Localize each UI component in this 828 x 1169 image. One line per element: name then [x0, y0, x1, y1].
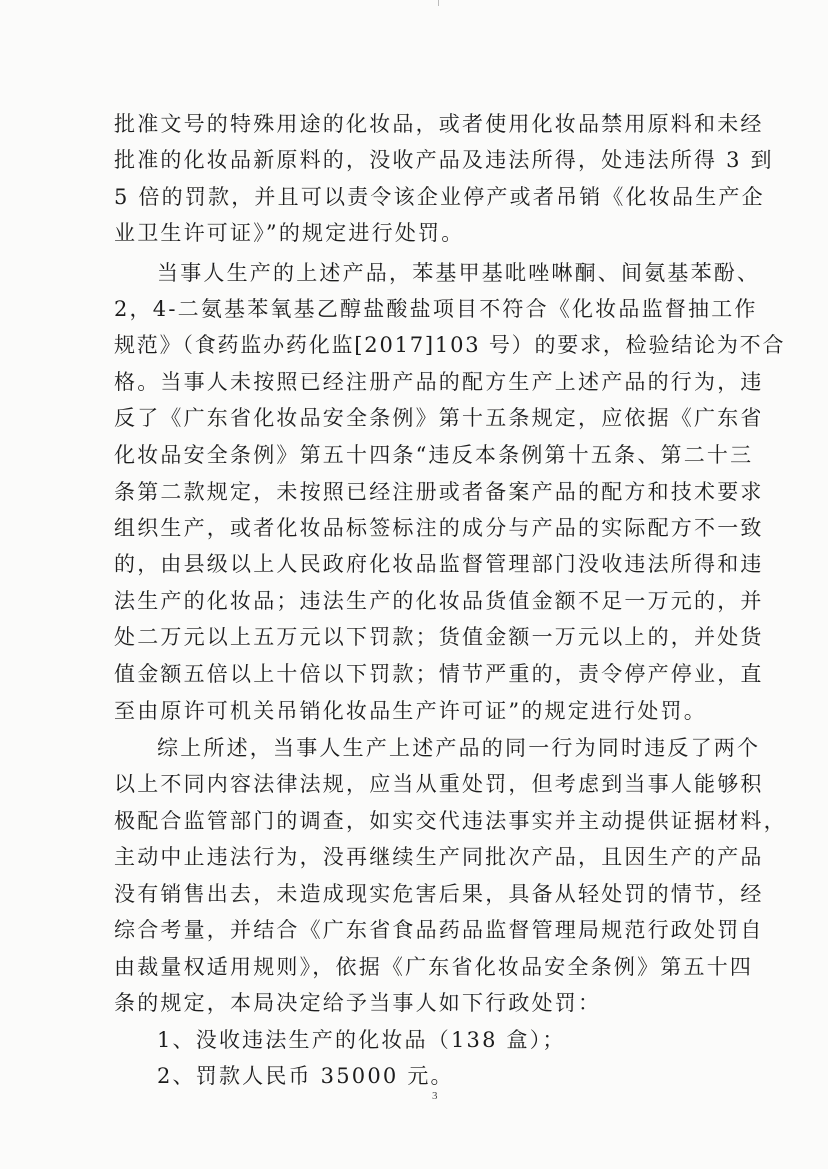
- text-line: 批准的化妆品新原料的，没收产品及违法所得，处违法所得 3 到: [114, 148, 774, 172]
- text-line: 主动中止违法行为，没再继续生产同批次产品，且因生产的产品: [114, 845, 764, 869]
- text-line: 条第二款规定，未按照已经注册或者备案产品的配方和技术要求: [114, 480, 764, 504]
- text-line: 处二万元以上五万元以下罚款；货值金额一万元以上的，并处货: [114, 625, 764, 649]
- text-line: 综上所述，当事人生产上述产品的同一行为同时违反了两个: [157, 736, 761, 760]
- text-line: 由裁量权适用规则》，依据《广东省化妆品安全条例》第五十四: [114, 955, 754, 979]
- text-line: 2，4-二氨基苯氧基乙醇盐酸盐项目不符合《化妆品监督抽工作: [114, 297, 758, 321]
- text-line: 反了《广东省化妆品安全条例》第十五条规定，应依据《广东省: [114, 406, 764, 430]
- text-line: 以上不同内容法律法规，应当从重处罚，但考虑到当事人能够积: [114, 772, 764, 796]
- text-line: 没有销售出去，未造成现实危害后果，具备从轻处罚的情节，经: [114, 882, 764, 906]
- text-line: 极配合监管部门的调查，如实交代违法事实并主动提供证据材料，: [114, 809, 787, 833]
- text-line: 规范》（食药监办药化监[2017]103 号）的要求，检验结论为不合: [114, 333, 786, 357]
- text-line: 格。当事人未按照已经注册产品的配方生产上述产品的行为，违: [114, 370, 764, 394]
- text-line: 1、没收违法生产的化妆品（138 盒）；: [157, 1028, 566, 1052]
- text-line: 化妆品安全条例》第五十四条“违反本条例第十五条、第二十三: [114, 443, 754, 467]
- text-line: 批准文号的特殊用途的化妆品，或者使用化妆品禁用原料和未经: [114, 112, 764, 136]
- text-line: 2、罚款人民币 35000 元。: [157, 1064, 454, 1088]
- text-line: 当事人生产的上述产品，苯基甲基吡唑啉酮、间氨基苯酚、: [157, 261, 761, 285]
- text-line: 至由原许可机关吊销化妆品生产许可证”的规定进行处罚。: [114, 699, 707, 723]
- text-line: 值金额五倍以上十倍以下罚款；情节严重的，责令停产停业，直: [114, 662, 764, 686]
- text-line: 法生产的化妆品；违法生产的化妆品货值金额不足一万元的，并: [114, 589, 764, 613]
- text-line: 的，由县级以上人民政府化妆品监督管理部门没收违法所得和违: [114, 552, 764, 576]
- text-line: 5 倍的罚款，并且可以责令该企业停产或者吊销《化妆品生产企: [114, 185, 765, 209]
- page-number: 3: [432, 1090, 438, 1102]
- scan-mark: [438, 0, 439, 6]
- text-line: 组织生产，或者化妆品标签标注的成分与产品的实际配方不一致: [114, 516, 764, 540]
- text-line: 业卫生许可证》”的规定进行处罚。: [114, 221, 465, 245]
- text-line: 条的规定，本局决定给予当事人如下行政处罚：: [114, 991, 602, 1015]
- text-line: 综合考量，并结合《广东省食品药品监督管理局规范行政处罚自: [114, 918, 764, 942]
